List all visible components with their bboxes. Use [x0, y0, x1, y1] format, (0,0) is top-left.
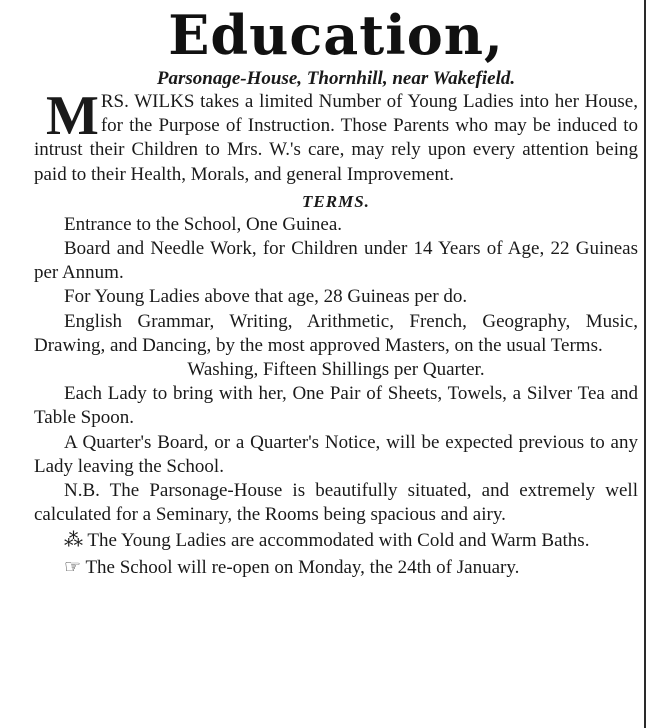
- term-board: Board and Needle Work, for Children under 14 Years of Age, 22 Guineas per Annum.: [34, 238, 638, 284]
- term-linens: Each Lady to bring with her, One Pair of Sheets, Towels, a Silver Tea and Table Spoon.: [34, 383, 638, 429]
- term-subjects: English Grammar, Writing, Arithmetic, French, Geography, Music, Drawing, and Dancing, by the most approved Masters, on the usual Terms.: [34, 310, 638, 356]
- column-rule: [644, 0, 646, 728]
- terms-heading: TERMS.: [302, 191, 370, 211]
- term-notice: A Quarter's Board, or a Quarter's Notice, will be expected previous to any Lady leaving the School.: [34, 431, 638, 477]
- term-washing: Washing, Fifteen Shillings per Quarter.: [187, 359, 485, 381]
- note-reopen: ☞ The School will re-open on Monday, the 24th of January.: [64, 556, 520, 578]
- intro-paragraph: [34, 85, 638, 187]
- dateline: Parsonage-House, Thornhill, near Wakefield.: [156, 68, 516, 89]
- term-entrance: Entrance to the School, One Guinea.: [64, 213, 343, 235]
- headline: Education,: [168, 3, 504, 67]
- drop-cap: M: [46, 85, 99, 147]
- note-baths: ⁂ The Young Ladies are accommodated with Cold and Warm Baths.: [64, 530, 590, 552]
- note-house: N.B. The Parsonage-House is beautifully situated, and extremely well calculated for a Seminary, the Rooms being spacious and airy.: [34, 480, 638, 526]
- intro-text: RS. WILKS takes a limited Number of Young Ladies into her House, for the Purpose of Instruction. Those Parents who may be induced to intrust their Children to Mrs. W.'s care, may rely upon every attention being paid to their Health, Morals, and general Improvement.: [34, 91, 638, 185]
- term-older-ladies: For Young Ladies above that age, 28 Guineas per do.: [64, 286, 468, 308]
